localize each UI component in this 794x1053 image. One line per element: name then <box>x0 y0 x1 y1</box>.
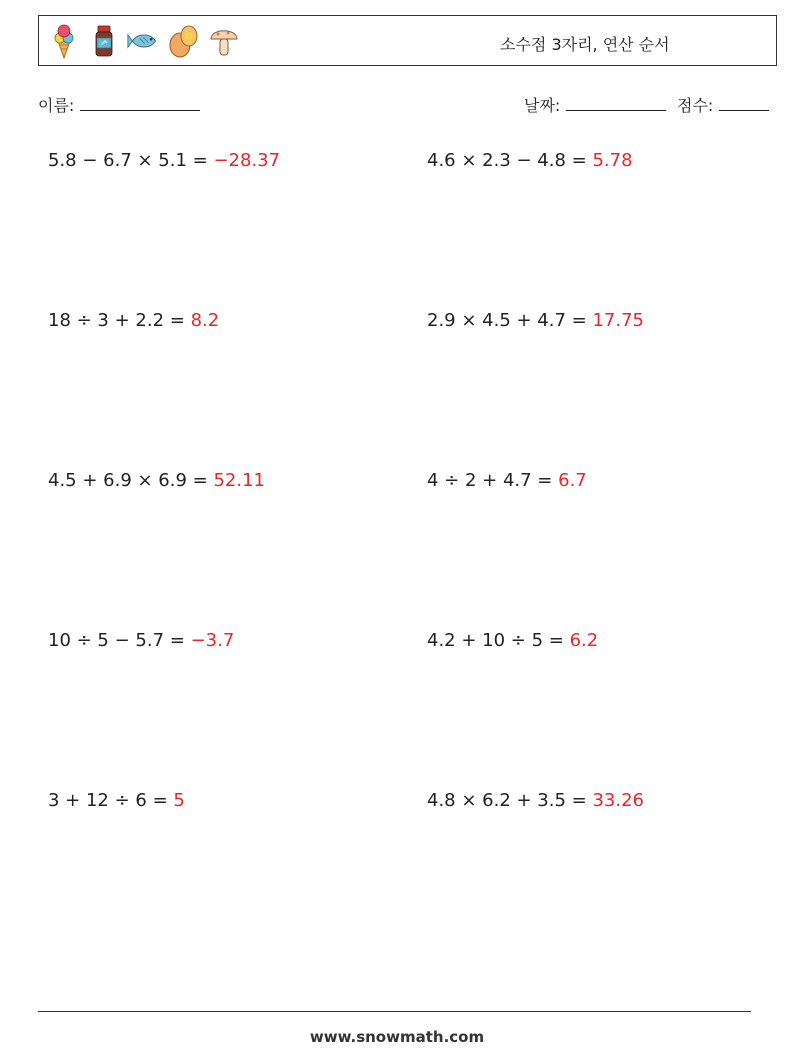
name-label: 이름: <box>38 96 75 115</box>
problem-item <box>48 470 265 491</box>
problem-item <box>427 630 598 651</box>
date-label: 날짜: <box>524 96 561 115</box>
problem-answer: 33.26 <box>592 790 644 811</box>
problem-expression: 18 ÷ 3 + 2.2 = <box>48 310 185 331</box>
icon-strip <box>47 22 241 60</box>
problem-answer: 17.75 <box>592 310 644 331</box>
problem-answer: −28.37 <box>213 150 281 171</box>
problem-item <box>427 310 644 331</box>
mushroom-icon <box>207 22 241 60</box>
score-blank[interactable] <box>719 96 769 111</box>
problem-answer: −3.7 <box>190 630 235 651</box>
jar-icon <box>87 22 121 60</box>
score-field[interactable] <box>677 93 769 116</box>
problem-answer: 8.2 <box>190 310 220 331</box>
problem-answer: 5 <box>173 790 185 811</box>
name-field[interactable] <box>38 93 200 116</box>
date-field[interactable] <box>524 93 666 116</box>
problem-expression: 4 ÷ 2 + 4.7 = <box>427 470 553 491</box>
worksheet-title: 소수점 3자리, 연산 순서 <box>500 35 670 54</box>
worksheet-header <box>38 15 777 66</box>
score-label: 점수: <box>677 96 714 115</box>
problem-item <box>427 150 633 171</box>
problem-item <box>48 150 280 171</box>
date-blank[interactable] <box>566 96 666 111</box>
problem-expression: 3 + 12 ÷ 6 = <box>48 790 168 811</box>
problem-expression: 4.5 + 6.9 × 6.9 = <box>48 470 208 491</box>
problem-answer: 5.78 <box>592 150 633 171</box>
problem-answer: 6.7 <box>558 470 587 491</box>
problem-expression: 4.8 × 6.2 + 3.5 = <box>427 790 587 811</box>
problem-expression: 5.8 − 6.7 × 5.1 = <box>48 150 208 171</box>
eggs-icon <box>167 22 201 60</box>
name-blank[interactable] <box>80 96 200 111</box>
problem-expression: 4.2 + 10 ÷ 5 = <box>427 630 564 651</box>
ice-cream-icon <box>47 22 81 60</box>
problem-expression: 4.6 × 2.3 − 4.8 = <box>427 150 587 171</box>
problem-item <box>48 630 234 651</box>
problem-item <box>427 790 644 811</box>
problem-expression: 10 ÷ 5 − 5.7 = <box>48 630 185 651</box>
problem-expression: 2.9 × 4.5 + 4.7 = <box>427 310 587 331</box>
fish-icon <box>127 22 161 60</box>
problem-answer: 6.2 <box>569 630 599 651</box>
footer-divider <box>38 1011 751 1012</box>
footer-url[interactable]: www.snowmath.com <box>309 1028 485 1046</box>
problem-answer: 52.11 <box>213 470 265 491</box>
problem-item <box>48 310 219 331</box>
problem-item <box>427 470 587 491</box>
problem-item <box>48 790 185 811</box>
